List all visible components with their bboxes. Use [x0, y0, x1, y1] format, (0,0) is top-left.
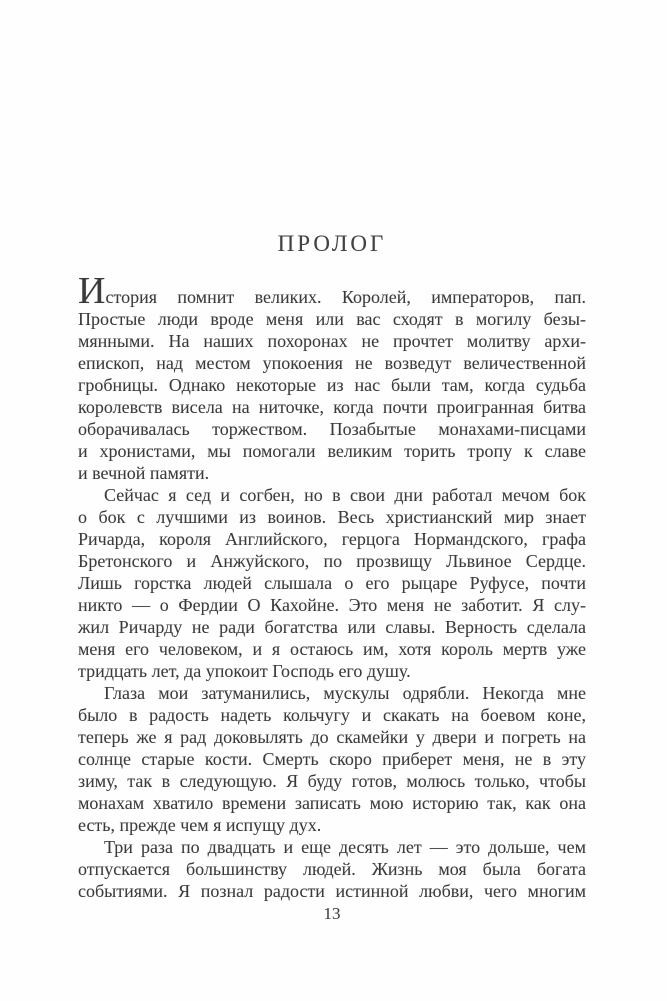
- text-line: Простые люди вроде меня или вас сходят в могилу безы-: [78, 309, 586, 329]
- drop-cap: И: [78, 270, 106, 312]
- text-line: Бретонского и Анжуйского, по прозвищу Львиное Сердце.: [78, 551, 586, 571]
- text-line: оборачивалась торжеством. Позабытые монахами-писцами: [78, 419, 586, 439]
- text-line: королевств висела на ниточке, когда почти проигранная битва: [78, 397, 586, 417]
- text-line: никто — о Фердии О Кахойне. Это меня не заботит. Я слу-: [78, 595, 586, 615]
- text-line: отпускается большинству людей. Жизнь моя была богата: [78, 859, 586, 879]
- text-line: Лишь горстка людей слышала о его рыцаре Руфусе, почти: [78, 573, 586, 593]
- text-line: о бок с лучшими из воинов. Весь христианский мир знает: [78, 507, 586, 527]
- text-line: меня его человеком, и я остаюсь им, хотя король мертв уже: [78, 639, 586, 659]
- paragraph: [78, 484, 586, 682]
- text-line: Ричарда, короля Английского, герцога Нормандского, графа: [78, 529, 586, 549]
- chapter-title: ПРОЛОГ: [277, 231, 387, 256]
- text-line: Глаза мои затуманились, мускулы одрябли. Некогда мне: [104, 683, 586, 703]
- text-line: и вечной памяти.: [78, 463, 210, 483]
- text-line: епископ, над местом упокоения не возведут величественной: [78, 353, 586, 373]
- text-line: теперь же я рад доковылять до скамейки у двери и погреть на: [78, 727, 586, 747]
- text-line: Сейчас я сед и согбен, но в свои дни работал мечом бок: [104, 485, 586, 505]
- text-line: гробницы. Однако некоторые из нас были там, когда судьба: [78, 375, 586, 395]
- text-line: и хронистами, мы помогали великим торить тропу к славе: [78, 441, 586, 461]
- text-line: тридцать лет, да упокоит Господь его душу.: [78, 661, 411, 681]
- text-line: есть, прежде чем я испущу дух.: [78, 815, 322, 835]
- text-line: жил Ричарду не ради богатства или славы. Верность сделала: [78, 617, 586, 637]
- paragraph: [78, 270, 586, 484]
- page-number: 13: [323, 904, 341, 923]
- body-text: [78, 270, 586, 902]
- text-line: зиму, так в следующую. Я буду готов, молюсь только, чтобы: [78, 771, 586, 791]
- paragraph: [78, 836, 586, 902]
- text-line: событиями. Я познал радости истинной любви, чего многим: [78, 881, 586, 901]
- text-line: солнце старые кости. Смерть скоро приберет меня, не в эту: [78, 749, 586, 769]
- text-line: История помнит великих. Королей, императоров, пап.: [78, 270, 586, 312]
- text-line: монахам хватило времени записать мою историю так, как она: [78, 793, 586, 813]
- text-line: Три раза по двадцать и еще десять лет — это дольше, чем: [104, 837, 586, 857]
- text-line: мянными. На наших похоронах не прочтет молитву архи-: [78, 331, 586, 351]
- paragraph: [78, 682, 586, 836]
- text-line: было в радость надеть кольчугу и скакать на боевом коне,: [78, 705, 586, 725]
